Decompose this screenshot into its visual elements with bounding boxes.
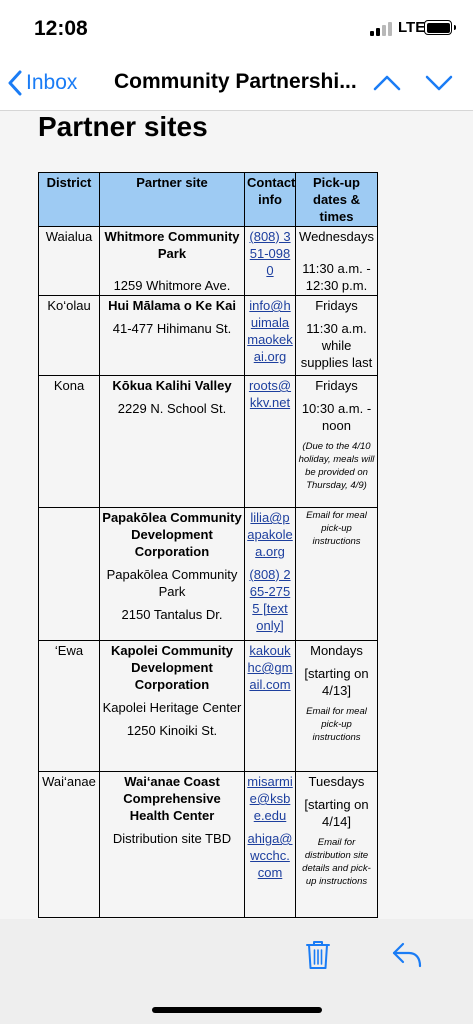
site-address: 41-477 Hihimanu St. [112, 321, 232, 336]
district-cell: ‘Ewa [39, 641, 100, 772]
district-cell [39, 508, 100, 641]
pickup-cell: Fridays 11:30 a.m. while supplies last [296, 296, 378, 376]
signal-icon [370, 22, 394, 36]
email-body[interactable] [0, 111, 473, 919]
contact-link[interactable]: lilia@papakolea.org [247, 510, 293, 559]
pickup-cell: Mondays [starting on 4/13] Email for meal pick-up instructions [296, 641, 378, 772]
contact-link[interactable]: roots@kkv.net [248, 378, 292, 410]
site-cell: Kōkua Kalihi Valley 2229 N. School St. [100, 376, 245, 508]
contact-link[interactable]: info@huimalamaokekai.org [247, 298, 293, 364]
contact-cell [245, 376, 296, 508]
table-row [39, 641, 378, 772]
col-header-pickup: Pick-up dates & times [296, 173, 378, 227]
table-row [39, 227, 378, 296]
table-row [39, 376, 378, 508]
chevron-left-icon [8, 70, 22, 96]
back-label: Inbox [26, 71, 78, 94]
site-address: 1259 Whitmore Ave. [113, 278, 231, 293]
contact-link[interactable]: (808) 351-0980 [249, 229, 291, 278]
site-cell: Kapolei Community Development Corporation Kapolei Heritage Center 1250 Kinoiki St. [100, 641, 245, 772]
trash-icon[interactable] [305, 939, 331, 971]
site-location: Distribution site TBD [112, 831, 232, 846]
district-cell: Ko‘olau [39, 296, 100, 376]
pickup-cell [296, 508, 378, 641]
status-bar [0, 0, 473, 56]
home-indicator[interactable] [152, 1007, 322, 1013]
col-header-site: Partner site [100, 173, 245, 227]
mail-nav-bar [0, 56, 473, 111]
phone-link[interactable]: (808) 265-2755 [text only] [249, 567, 291, 633]
site-address: 2150 Tantalus Dr. [121, 607, 223, 622]
battery-icon [424, 20, 452, 35]
col-header-contact: Contact info [245, 173, 296, 227]
district-cell: Waialua [39, 227, 100, 296]
pickup-note: Email for meal pick-up instructions [306, 510, 367, 547]
district-cell: Kona [39, 376, 100, 508]
table-row [39, 772, 378, 918]
page-heading: Partner sites [38, 111, 208, 142]
col-header-district: District [39, 173, 100, 227]
table-row [39, 508, 378, 641]
contact-cell [245, 641, 296, 772]
mail-toolbar [0, 919, 473, 1024]
reply-icon[interactable] [391, 941, 423, 969]
site-cell: Papakōlea Community Development Corporation Papakōlea Community Park 2150 Tantalus Dr. [100, 508, 245, 641]
pickup-note: Email for meal pick-up instructions [306, 706, 367, 743]
site-address: 1250 Kinoiki St. [126, 723, 218, 738]
contact-cell [245, 508, 296, 641]
site-cell: Hui Mālama o Ke Kai 41-477 Hihimanu St. [100, 296, 245, 376]
pickup-note: (Due to the 4/10 holiday, meals will be provided on Thursday, 4/9) [298, 441, 375, 491]
pickup-cell: Tuesdays [starting on 4/14] Email for distribution site details and pick-up instructions [296, 772, 378, 918]
site-location: Papakōlea Community Park [106, 567, 238, 599]
pickup-cell: Fridays 10:30 a.m. - noon (Due to the 4/10 holiday, meals will be provided on Thursday, 4/9) [296, 376, 378, 508]
chevron-up-icon[interactable] [372, 74, 402, 92]
district-cell: Wai‘anae [39, 772, 100, 918]
status-time: 12:08 [34, 17, 88, 40]
back-to-inbox-button[interactable] [8, 66, 77, 100]
contact-cell [245, 772, 296, 918]
contact-link-2[interactable]: ahiga@wcchc.com [247, 831, 293, 880]
partner-sites-table [38, 172, 378, 918]
chevron-down-icon[interactable] [424, 74, 454, 92]
pickup-cell: Wednesdays 11:30 a.m. - 12:30 p.m. [296, 227, 378, 296]
thread-title: Community Partnershi... [114, 70, 357, 93]
site-location: Kapolei Heritage Center [102, 700, 242, 715]
table-row [39, 296, 378, 376]
site-cell: Whitmore Community Park 1259 Whitmore Ave. [100, 227, 245, 296]
site-cell: Wai‘anae Coast Comprehensive Health Center Distribution site TBD [100, 772, 245, 918]
contact-link[interactable]: kakoukhc@gmail.com [247, 643, 293, 692]
table-header-row [39, 173, 378, 227]
network-label: LTE [398, 19, 426, 36]
contact-link[interactable]: misarmie@ksbe.edu [247, 774, 293, 823]
contact-cell [245, 296, 296, 376]
contact-cell [245, 227, 296, 296]
site-address: 2229 N. School St. [117, 401, 227, 416]
pickup-note: Email for distribution site details and pick-up instructions [302, 837, 371, 887]
